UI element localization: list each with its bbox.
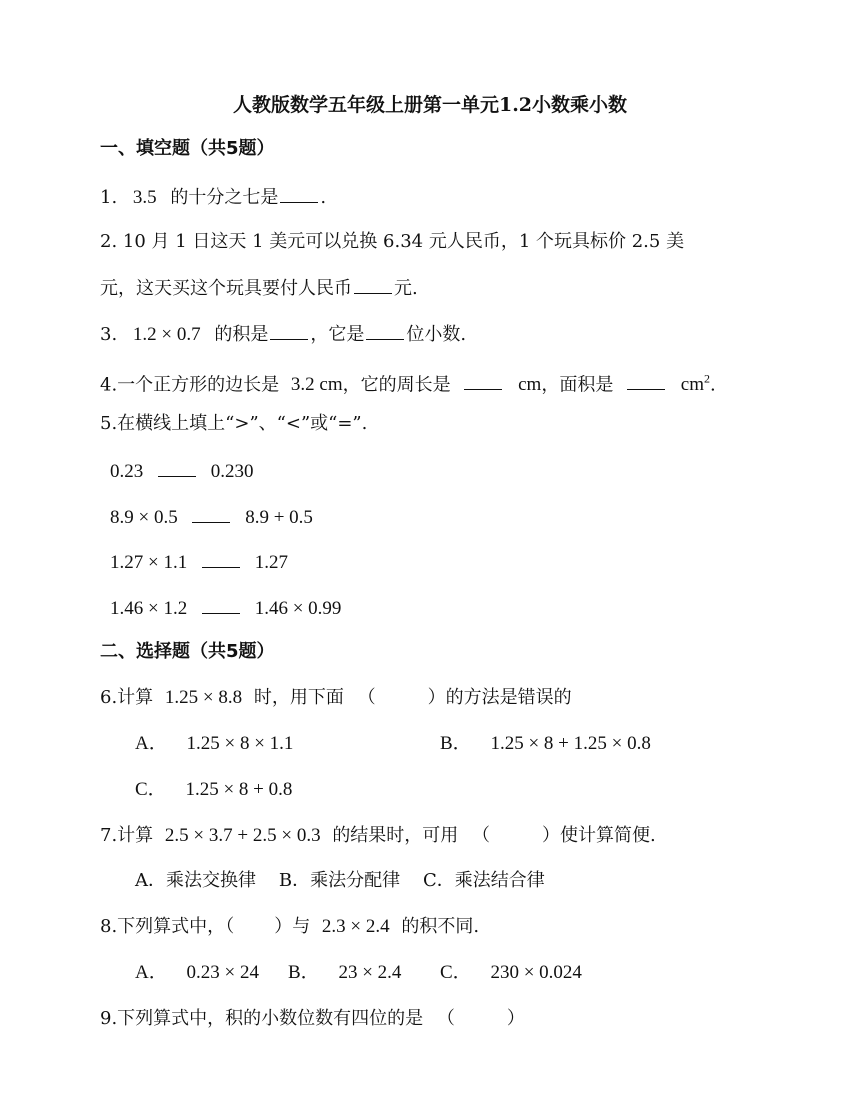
math-expression: 1.25 × 8.8	[164, 687, 243, 708]
question-text: 的方法是错误的	[445, 687, 572, 708]
page-title: 人教版数学五年级上册第一单元1.2小数乘小数	[232, 94, 628, 116]
question-5-stem: 5.在横线上填上“>”、“<”或“=”.	[100, 413, 368, 434]
question-7	[100, 824, 656, 848]
question-2-line-2	[100, 275, 418, 301]
answer-blank[interactable]	[270, 321, 308, 340]
question-2-line-1: 2. 10 月 1 日这天 1 美元可以兑换 6.34 元人民币，1 个玩具标价 2.5 美	[100, 231, 685, 252]
answer-blank[interactable]	[627, 371, 665, 390]
compare-right: 8.9 + 0.5	[245, 507, 313, 528]
option-text: 23 × 2.4	[338, 962, 402, 983]
unit: $cm^2$	[680, 372, 711, 396]
question-text: 与	[292, 916, 311, 937]
option-a[interactable]	[135, 961, 259, 985]
question-7-options[interactable]: A．乘法交换律 B．乘法分配律 C．乘法结合律	[135, 870, 545, 891]
question-text: 元，这天买这个玩具要付人民币	[100, 278, 352, 299]
option-label: B．	[440, 733, 472, 754]
compare-right: 0.230	[210, 461, 254, 482]
question-text: 4.一个正方形的边长是	[100, 374, 280, 396]
option-text: 1.25 × 8 + 1.25 × 0.8	[490, 733, 651, 754]
answer-parentheses[interactable]: （ ）	[472, 825, 561, 846]
math-expression: 2.3 × 2.4	[321, 916, 390, 937]
option-c[interactable]	[135, 778, 292, 802]
option-b[interactable]	[440, 732, 651, 756]
question-text: 时，用下面	[253, 687, 344, 708]
question-1	[100, 184, 326, 210]
option-text: 0.23 × 24	[186, 962, 259, 983]
unit: cm	[518, 374, 542, 396]
math-expression: 1.2 × 0.7	[132, 324, 201, 345]
option-label: B．	[288, 962, 320, 983]
question-number: 3.	[100, 324, 118, 345]
question-number: 1.	[100, 187, 118, 208]
answer-blank[interactable]	[280, 184, 318, 203]
math-expression: 2.5 × 3.7 + 2.5 × 0.3	[164, 825, 321, 846]
question-text: 的结果时，可用	[332, 825, 459, 846]
answer-blank[interactable]	[354, 275, 392, 294]
question-text: 元.	[394, 278, 418, 299]
question-9	[100, 1007, 525, 1031]
question-text: ，面积是	[541, 374, 614, 396]
compare-row	[110, 504, 313, 530]
option-label: C．	[135, 779, 167, 800]
compare-row	[110, 458, 254, 484]
answer-blank[interactable]	[202, 595, 240, 614]
answer-blank[interactable]	[202, 549, 240, 568]
answer-blank[interactable]	[158, 458, 196, 477]
compare-left: 1.46 × 1.2	[110, 598, 188, 619]
option-label: C．	[440, 962, 472, 983]
question-text: .	[710, 374, 716, 396]
question-6	[100, 686, 572, 710]
question-text: 的积不同.	[401, 916, 480, 937]
math-value: 3.5	[132, 187, 157, 208]
compare-left: 8.9 × 0.5	[110, 507, 178, 528]
answer-blank[interactable]	[464, 371, 502, 390]
question-text: 使计算简便.	[560, 825, 656, 846]
question-text: 8.下列算式中，	[100, 916, 226, 937]
answer-blank[interactable]	[366, 321, 404, 340]
question-text: .	[320, 187, 327, 208]
option-text: 230 × 0.024	[490, 962, 582, 983]
option-a[interactable]	[135, 732, 293, 756]
question-text: 6.计算	[100, 687, 154, 708]
compare-right: 1.27	[254, 552, 288, 573]
answer-parentheses[interactable]: （ ）	[357, 687, 446, 708]
question-3	[100, 321, 466, 347]
compare-left: 0.23	[110, 461, 144, 482]
math-value: 3.2 cm	[290, 374, 343, 396]
compare-right: 1.46 × 0.99	[254, 598, 342, 619]
question-text: 9.下列算式中，积的小数位数有四位的是	[100, 1008, 424, 1029]
option-b[interactable]	[288, 961, 401, 985]
option-label: A．	[135, 733, 168, 754]
question-4	[100, 367, 716, 397]
question-text: ，它的周长是	[342, 374, 451, 396]
compare-row	[110, 595, 341, 621]
compare-row	[110, 549, 288, 575]
option-label: A．	[135, 962, 168, 983]
section-heading-multiple-choice: 二、选择题（共5题）	[100, 641, 275, 662]
option-c[interactable]	[440, 961, 582, 985]
question-8	[100, 915, 479, 939]
question-text: 的积是	[214, 324, 269, 345]
compare-left: 1.27 × 1.1	[110, 552, 188, 573]
answer-parentheses[interactable]: （ ）	[225, 916, 293, 937]
question-text: 的十分之七是	[170, 187, 279, 208]
superscript: 2	[704, 372, 711, 386]
section-heading-fill-blank: 一、填空题（共5题）	[100, 138, 275, 159]
question-text: 7.计算	[100, 825, 154, 846]
question-text: 位小数.	[406, 324, 467, 345]
answer-blank[interactable]	[192, 504, 230, 523]
question-text: ，它是	[310, 324, 365, 345]
answer-parentheses[interactable]: （ ）	[436, 1008, 525, 1029]
option-text: 1.25 × 8 + 0.8	[185, 779, 293, 800]
option-text: 1.25 × 8 × 1.1	[186, 733, 294, 754]
